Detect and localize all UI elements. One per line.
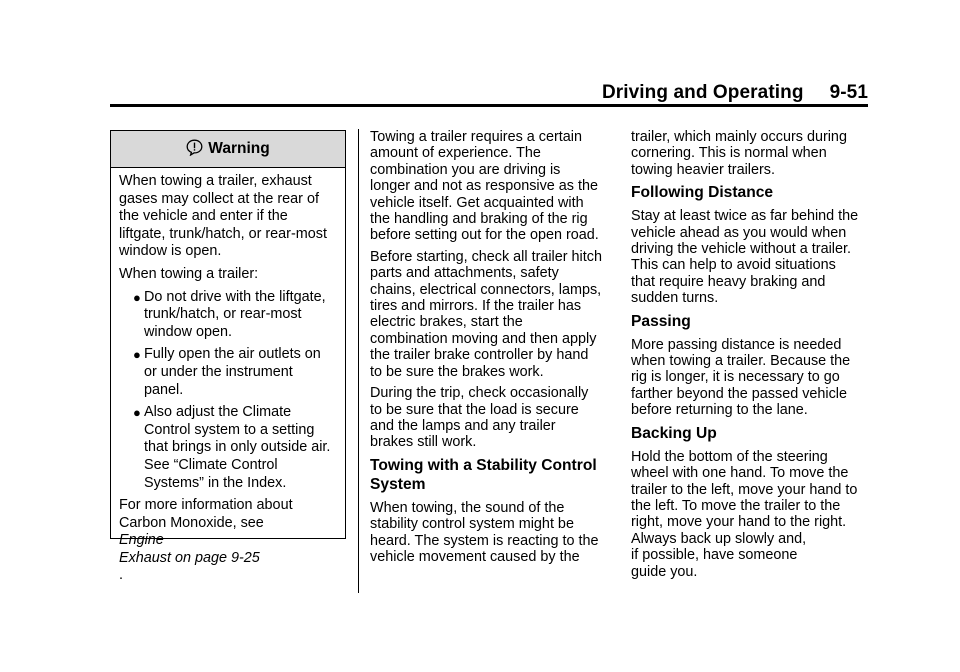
text-line: stability control system might be xyxy=(370,516,574,533)
bullet-icon: ● xyxy=(133,347,141,363)
text-line: cornering. This is normal when xyxy=(631,145,827,162)
list-item xyxy=(119,404,345,492)
section-heading: Passing xyxy=(631,312,691,330)
text-line: Systems” in the Index. xyxy=(144,474,287,491)
text-line: During the trip, check occasionally xyxy=(370,385,589,402)
list-item xyxy=(119,289,345,342)
text-line: For more information about xyxy=(119,497,293,514)
warning-body xyxy=(111,168,345,585)
text-line: before returning to the lane. xyxy=(631,402,808,419)
text-line: Before starting, check all trailer hitch xyxy=(370,248,602,265)
text-line: Always back up slowly and, xyxy=(631,530,807,547)
text-line: Control system to a setting xyxy=(144,421,315,438)
text-line: vehicle ahead as you would when xyxy=(631,224,847,241)
column-middle xyxy=(370,129,610,570)
section-heading: Following Distance xyxy=(631,184,774,202)
warning-more-info xyxy=(119,497,345,585)
text-line: heard. The system is reacting to the xyxy=(370,532,599,549)
column-divider xyxy=(358,129,359,593)
paragraph xyxy=(631,208,871,306)
text-line: tires and mirrors. If the trailer has xyxy=(370,298,582,315)
paragraph xyxy=(370,385,610,451)
paragraph xyxy=(370,249,610,380)
text-line: longer and not as responsive as the xyxy=(370,178,599,195)
text-line: This can help to avoid situations xyxy=(631,257,836,274)
text-fragment: Carbon Monoxide, see xyxy=(119,514,264,531)
text-line: that brings in only outside air. xyxy=(144,439,331,456)
text-line: combination you are driving is xyxy=(370,161,561,178)
text-line: When towing a trailer, exhaust xyxy=(119,173,312,189)
paragraph xyxy=(370,500,610,566)
text-line: guide you. xyxy=(631,563,698,580)
warning-header xyxy=(111,131,345,168)
bullet-icon: ● xyxy=(133,289,141,305)
text-line: trunk/hatch, or rear-most xyxy=(144,306,302,323)
warning-box xyxy=(110,130,346,584)
text-line: to be sure the brakes work. xyxy=(370,363,544,380)
text-line: that require heavy braking and xyxy=(631,273,826,290)
text-line: electric brakes, start the xyxy=(370,314,523,331)
column-right xyxy=(631,129,871,585)
warning-intro: When towing a trailer: xyxy=(119,265,259,282)
text-line: and the lamps and any trailer xyxy=(370,417,556,434)
text-line: wheel with one hand. To move the xyxy=(631,465,849,482)
text-line: right, move your hand to the right. xyxy=(631,514,847,531)
text-line: Stay at least twice as far behind the xyxy=(631,208,859,225)
text-line xyxy=(119,515,345,550)
text-line: or under the instrument xyxy=(144,363,293,380)
bullet-icon: ● xyxy=(133,405,141,421)
warning-list xyxy=(119,289,345,493)
text-line: if possible, have someone xyxy=(631,547,798,564)
text-line: Towing with a Stability Control xyxy=(370,456,597,474)
text-line: System xyxy=(370,475,426,493)
text-line: rig is longer, it is necessary to go xyxy=(631,369,840,386)
list-item xyxy=(119,346,345,399)
text-line: panel. xyxy=(144,381,184,398)
paragraph xyxy=(631,129,871,178)
text-line: vehicle itself. Get acquainted with xyxy=(370,194,584,211)
text-line: when towing a trailer. Because the xyxy=(631,353,851,370)
text-line: Do not drive with the liftgate, xyxy=(144,288,326,305)
text-line: the handling and braking of the rig xyxy=(370,211,588,228)
paragraph xyxy=(370,129,610,244)
warning-paragraph xyxy=(119,173,345,261)
text-line: Fully open the air outlets on xyxy=(144,346,321,363)
text-line: the trailer brake controller by hand xyxy=(370,347,589,364)
paragraph xyxy=(631,449,871,580)
text-line: the vehicle and enter if the xyxy=(119,208,288,225)
cross-reference: Exhaust on page 9-25 xyxy=(119,549,260,566)
text-line: vehicle movement caused by the xyxy=(370,548,580,565)
cross-reference: Engine xyxy=(119,532,164,549)
text-line: farther beyond the passed vehicle xyxy=(631,385,848,402)
text-line xyxy=(119,550,345,585)
text-line: chains, electrical connectors, lamps, xyxy=(370,281,602,298)
text-line: amount of experience. The xyxy=(370,145,541,162)
section-heading: Backing Up xyxy=(631,424,717,442)
text-line: When towing, the sound of the xyxy=(370,499,565,516)
text-line: driving the vehicle without a trailer. xyxy=(631,241,851,258)
text-line: gases may collect at the rear of xyxy=(119,190,319,207)
text-line: liftgate, trunk/hatch, or rear-most xyxy=(119,225,327,242)
text-line: trailer, which mainly occurs during xyxy=(631,129,847,145)
text-line: parts and attachments, safety xyxy=(370,265,559,282)
section-title: Driving and Operating xyxy=(601,82,804,103)
header-text xyxy=(602,82,868,104)
text-line: Also adjust the Climate xyxy=(144,404,292,421)
text-line: window is open. xyxy=(119,243,222,260)
text-line: to be sure that the load is secure xyxy=(370,401,579,418)
text-line: before setting out for the open road. xyxy=(370,227,599,244)
text-line: trailer to the left, move your hand to xyxy=(631,481,858,498)
paragraph xyxy=(631,337,871,419)
text-line: sudden turns. xyxy=(631,290,719,307)
page-number: 9-51 xyxy=(829,82,868,103)
warning-icon xyxy=(186,139,203,156)
section-heading xyxy=(370,456,610,494)
text-line: More passing distance is needed xyxy=(631,336,842,353)
text-line: See “Climate Control xyxy=(144,456,278,473)
text-line: towing heavier trailers. xyxy=(631,161,775,178)
text-line: window open. xyxy=(144,323,233,340)
text-line: the left. To move the trailer to the xyxy=(631,497,841,514)
text-line: combination moving and then apply xyxy=(370,330,597,347)
page-header xyxy=(110,82,868,107)
text-line: Hold the bottom of the steering xyxy=(631,448,828,465)
text-fragment: . xyxy=(119,567,123,584)
text-line: brakes still work. xyxy=(370,434,477,451)
warning-title: Warning xyxy=(208,140,270,157)
text-line: Towing a trailer requires a certain xyxy=(370,129,582,145)
